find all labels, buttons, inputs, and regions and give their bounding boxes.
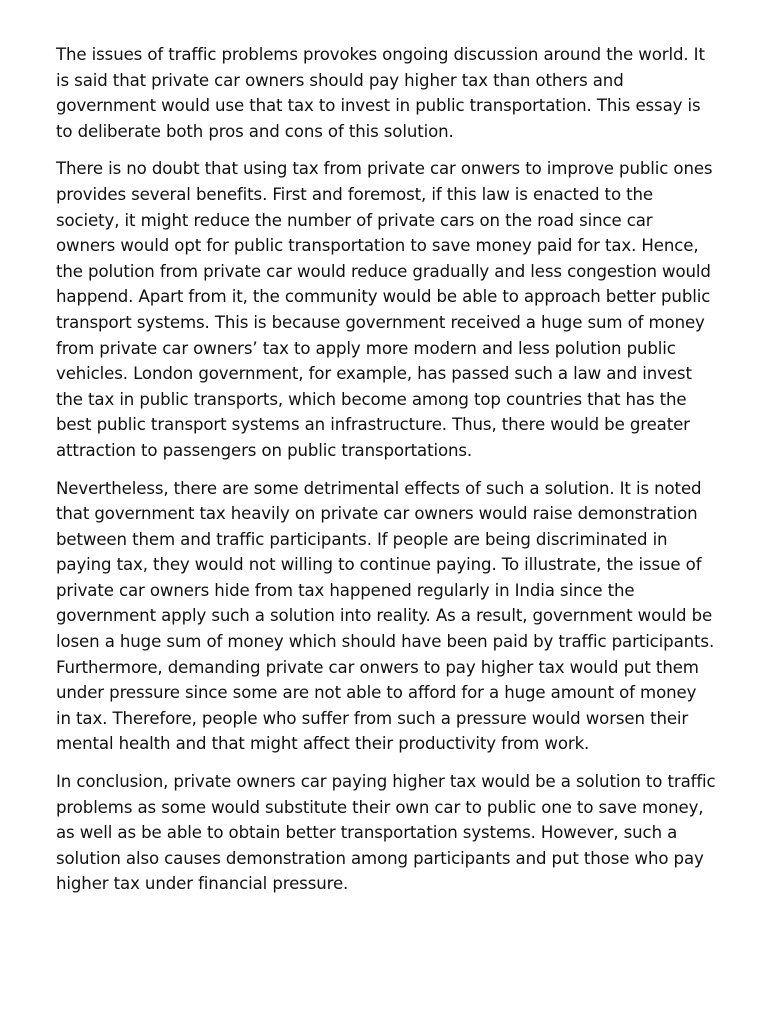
drawbacks-paragraph: Nevertheless, there are some detrimental effects of such a solution. It is noted that government tax heavily on private car owners would raise demonstration between them and traffic participants. If people are being discriminated in paying tax, they would not willing to continue paying. To illustrate, the issue of private car owners hide from tax happened regularly in India since the government apply such a solution into reality. As a result, government would be losen a huge sum of money which should have been paid by traffic participants. Furthermore, demanding private car onwers to pay higher tax would put them under pressure since some are not able to afford for a huge amount of money in tax. Therefore, people who suffer from such a pressure would worsen their mental health and that might affect their productivity from work. xyxy=(56,478,715,754)
introduction-paragraph: The issues of traffic problems provokes ongoing discussion around the world. It is said that private car owners should pay higher tax than others and government would use that tax to invest in public transportation. This essay is to deliberate both pros and cons of this solution. xyxy=(56,45,705,141)
benefits-paragraph: There is no doubt that using tax from private car onwers to improve public ones provides several benefits. First and foremost, if this law is enacted to the society, it might reduce the number of private cars on the road since car owners would opt for public transportation to save money paid for tax. Hence, the polution from private car would reduce gradually and less congestion would happend. Apart from it, the community would be able to approach better public transport systems. This is because government received a huge sum of money from private car owners’ tax to apply more modern and less polution public vehicles. London government, for example, has passed such a law and invest the tax in public transports, which become among top countries that has the best public transport systems an infrastructure. Thus, there would be greater attraction to passengers on public transportations. xyxy=(56,159,713,460)
essay-body xyxy=(56,42,716,909)
conclusion-paragraph: In conclusion, private owners car paying higher tax would be a solution to traffic problems as some would substitute their own car to public one to save money, as well as be able to obtain better transportation systems. However, such a solution also causes demonstration among participants and put those who pay higher tax under financial pressure. xyxy=(56,772,716,894)
